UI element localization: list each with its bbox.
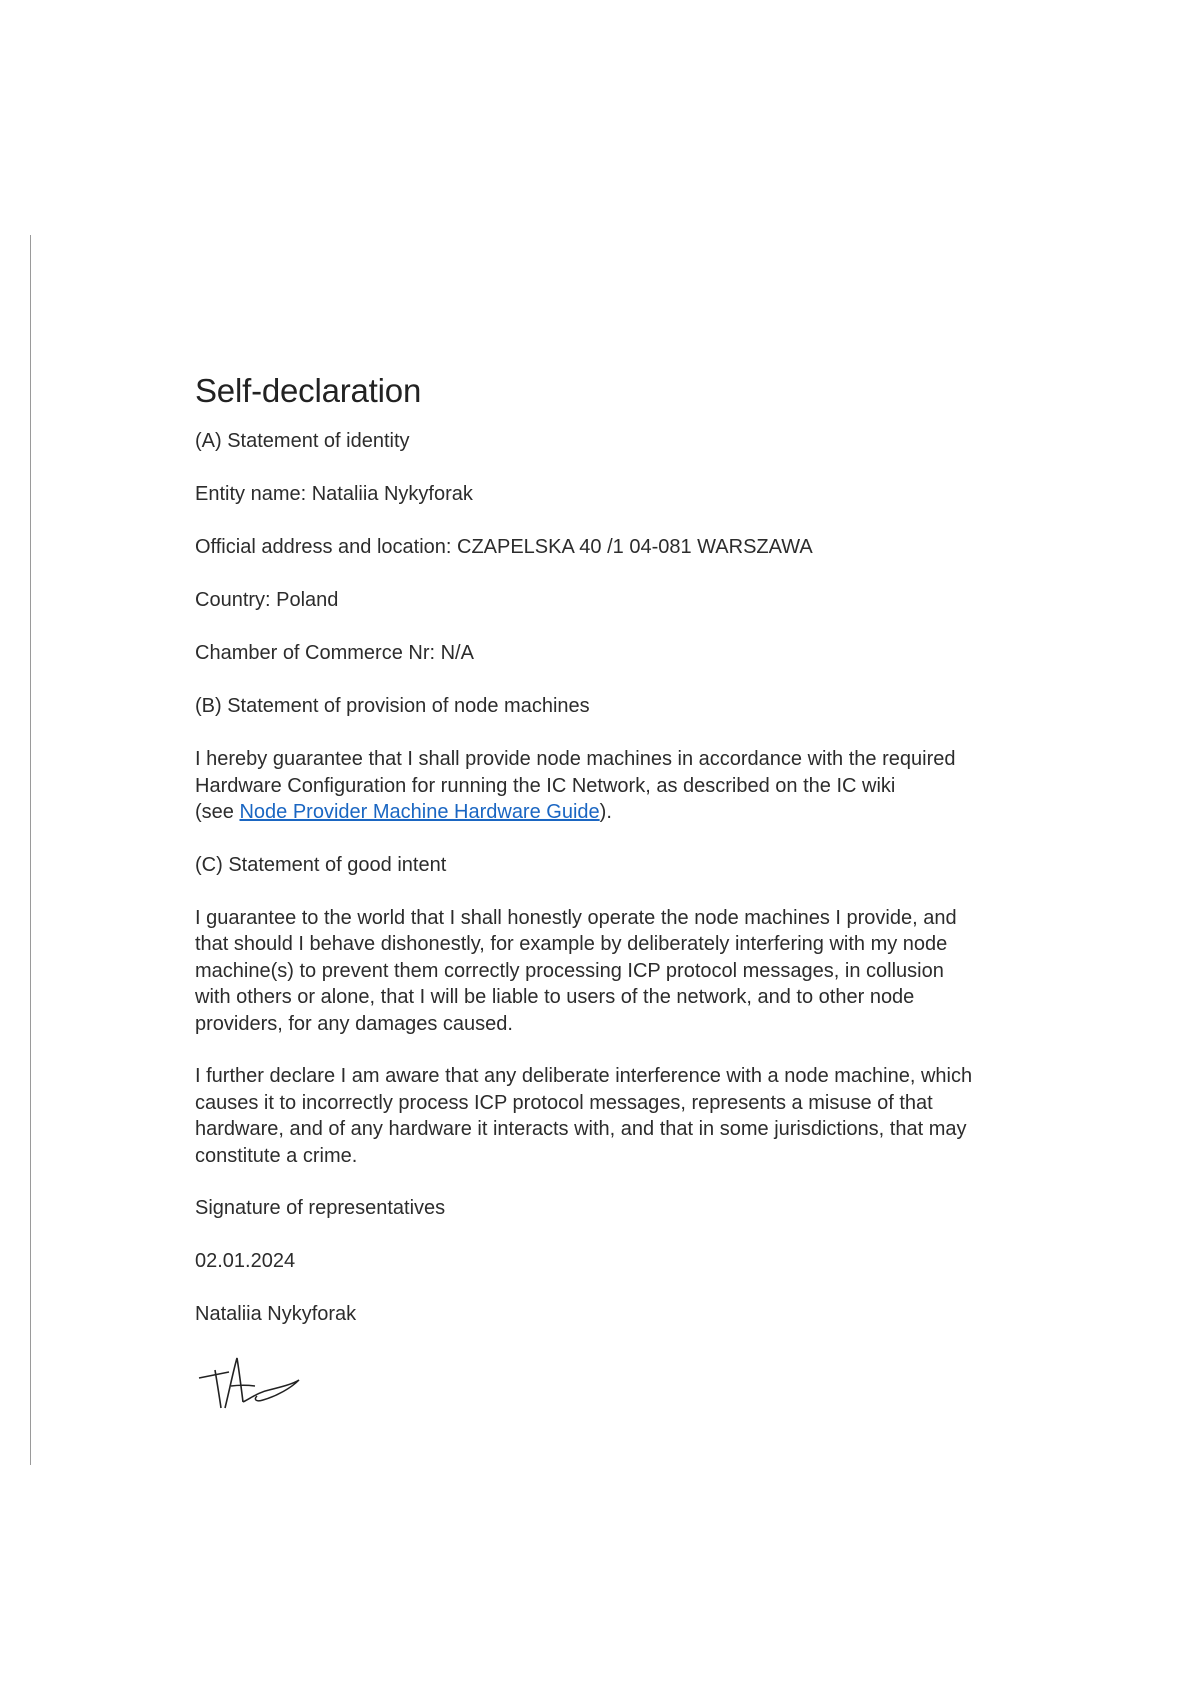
chamber-of-commerce: Chamber of Commerce Nr: N/A: [195, 642, 474, 664]
section-c-paragraph: [195, 905, 1095, 1038]
see-suffix: ).: [599, 801, 612, 823]
section-c-line-5: providers, for any damages caused.: [195, 1012, 513, 1035]
entity-name: Entity name: Nataliia Nykyforak: [195, 483, 473, 505]
section-b-line-2: Hardware Configuration for running the IC Network, as described on the IC wiki: [195, 774, 896, 797]
declare-line-4: constitute a crime.: [195, 1144, 358, 1167]
section-c-line-2: that should I behave dishonestly, for example by deliberately interfering with my node: [195, 933, 948, 955]
see-prefix: (see: [195, 801, 240, 823]
section-b-paragraph: [195, 746, 1095, 826]
country: Country: Poland: [195, 589, 339, 611]
declare-line-2: causes it to incorrectly process ICP protocol messages, represents a misuse of that: [195, 1091, 933, 1114]
section-b-heading: (B) Statement of provision of node machines: [195, 695, 590, 717]
declare-line-3: hardware, and of any hardware it interacts with, and that in some jurisdictions, that may: [195, 1118, 967, 1140]
section-c-line-3: machine(s) to prevent them correctly processing ICP protocol messages, in collusion: [195, 959, 944, 982]
signature-date: 02.01.2024: [195, 1250, 296, 1272]
hardware-guide-link[interactable]: Node Provider Machine Hardware Guide: [239, 801, 600, 823]
document-body: [195, 372, 1095, 1354]
section-b-line-3: [195, 799, 1095, 826]
further-declaration-paragraph: [195, 1063, 1095, 1169]
official-address: Official address and location: CZAPELSKA 40 /1 04-081 WARSZAWA: [195, 536, 813, 558]
section-c-heading: (C) Statement of good intent: [195, 853, 447, 876]
signature-heading: Signature of representatives: [195, 1197, 446, 1219]
handwritten-signature: [195, 1352, 305, 1412]
declare-line-1: I further declare I am aware that any deliberate interference with a node machine, which: [195, 1065, 973, 1087]
section-c-line-1: I guarantee to the world that I shall honestly operate the node machines I provide, and: [195, 906, 957, 929]
signer-name: Nataliia Nykyforak: [195, 1303, 357, 1325]
section-a-heading: (A) Statement of identity: [195, 430, 410, 452]
section-c-line-4: with others or alone, that I will be liable to users of the network, and to other node: [195, 986, 915, 1008]
section-b-line-1: I hereby guarantee that I shall provide node machines in accordance with the required: [195, 748, 956, 770]
margin-line: [30, 235, 31, 1465]
document-title: Self-declaration: [195, 372, 422, 409]
